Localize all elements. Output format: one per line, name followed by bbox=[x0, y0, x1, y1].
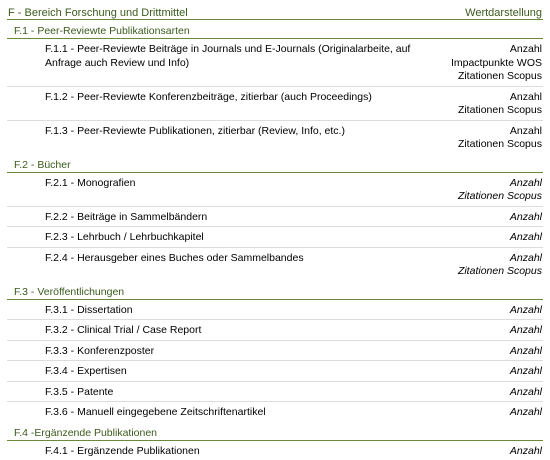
value-type: Impactpunkte WOS bbox=[451, 57, 542, 71]
row-label: F.1.2 - Peer-Reviewte Konferenzbeiträge, zitierbar (auch Proceedings) bbox=[45, 91, 425, 118]
table-row bbox=[7, 207, 543, 228]
row-label: F.3.6 - Manuell eingegebene Zeitschriftenartikel bbox=[45, 406, 425, 420]
row-values bbox=[458, 177, 542, 204]
row-values bbox=[510, 324, 542, 338]
main-header bbox=[7, 4, 543, 20]
table-row bbox=[7, 248, 543, 281]
sections-container bbox=[7, 24, 543, 460]
table-row bbox=[7, 402, 543, 422]
row-label: F.3.1 - Dissertation bbox=[45, 304, 425, 318]
row-label: F.3.5 - Patente bbox=[45, 386, 425, 400]
table-row bbox=[7, 87, 543, 121]
section bbox=[7, 285, 543, 422]
section-title: F.1 - Peer-Reviewte Publikationsarten bbox=[7, 24, 543, 39]
row-values bbox=[510, 211, 542, 225]
value-type: Zitationen Scopus bbox=[458, 104, 542, 118]
value-type: Anzahl bbox=[510, 211, 542, 225]
row-values bbox=[458, 252, 542, 279]
row-values bbox=[458, 125, 542, 152]
section-title: F.4 -Ergänzende Publikationen bbox=[7, 426, 543, 441]
value-type: Anzahl bbox=[451, 43, 542, 57]
row-label: F.3.2 - Clinical Trial / Case Report bbox=[45, 324, 425, 338]
table-row bbox=[7, 227, 543, 248]
value-type: Zitationen Scopus bbox=[451, 70, 542, 84]
table-row bbox=[7, 341, 543, 362]
value-type: Anzahl bbox=[510, 365, 542, 379]
row-label: F.2.1 - Monografien bbox=[45, 177, 425, 204]
table-row bbox=[7, 121, 543, 154]
table-row bbox=[7, 173, 543, 207]
value-type: Anzahl bbox=[510, 304, 542, 318]
table-row bbox=[7, 361, 543, 382]
value-column-header: Wertdarstellung bbox=[465, 7, 542, 19]
value-type: Anzahl bbox=[510, 231, 542, 245]
value-type: Anzahl bbox=[510, 345, 542, 359]
row-label: F.3.3 - Konferenzposter bbox=[45, 345, 425, 359]
row-label: F.2.2 - Beiträge in Sammelbändern bbox=[45, 211, 425, 225]
row-values bbox=[510, 345, 542, 359]
value-type: Anzahl bbox=[458, 177, 542, 191]
value-type: Anzahl bbox=[458, 125, 542, 139]
row-label: F.1.1 - Peer-Reviewte Beiträge in Journals und E-Journals (Originalarbeite, auf Anfrage auch Review und Info) bbox=[45, 43, 425, 84]
table-row bbox=[7, 300, 543, 321]
row-label: F.3.4 - Expertisen bbox=[45, 365, 425, 379]
report-table bbox=[7, 0, 543, 460]
row-label: F.2.4 - Herausgeber eines Buches oder Sammelbandes bbox=[45, 252, 425, 279]
table-row bbox=[7, 441, 543, 460]
value-type: Anzahl bbox=[510, 324, 542, 338]
row-label: F.1.3 - Peer-Reviewte Publikationen, zitierbar (Review, Info, etc.) bbox=[45, 125, 425, 152]
table-row bbox=[7, 39, 543, 87]
section bbox=[7, 24, 543, 154]
value-type: Anzahl bbox=[510, 386, 542, 400]
value-type: Zitationen Scopus bbox=[458, 190, 542, 204]
value-type: Anzahl bbox=[510, 445, 542, 459]
row-values bbox=[451, 43, 542, 84]
row-values bbox=[510, 445, 542, 459]
table-row bbox=[7, 382, 543, 403]
value-type: Anzahl bbox=[458, 252, 542, 266]
value-type: Zitationen Scopus bbox=[458, 265, 542, 279]
value-type: Anzahl bbox=[458, 91, 542, 105]
value-type: Anzahl bbox=[510, 406, 542, 420]
row-values bbox=[510, 406, 542, 420]
row-values bbox=[510, 231, 542, 245]
row-values bbox=[510, 386, 542, 400]
row-values bbox=[510, 304, 542, 318]
section bbox=[7, 426, 543, 460]
section-title: F.2 - Bücher bbox=[7, 158, 543, 173]
row-values bbox=[510, 365, 542, 379]
main-title: F - Bereich Forschung und Drittmittel bbox=[8, 7, 188, 19]
section-title: F.3 - Veröffentlichungen bbox=[7, 285, 543, 300]
section bbox=[7, 158, 543, 281]
table-row bbox=[7, 320, 543, 341]
row-values bbox=[458, 91, 542, 118]
row-label: F.4.1 - Ergänzende Publikationen bbox=[45, 445, 425, 459]
row-label: F.2.3 - Lehrbuch / Lehrbuchkapitel bbox=[45, 231, 425, 245]
value-type: Zitationen Scopus bbox=[458, 138, 542, 152]
